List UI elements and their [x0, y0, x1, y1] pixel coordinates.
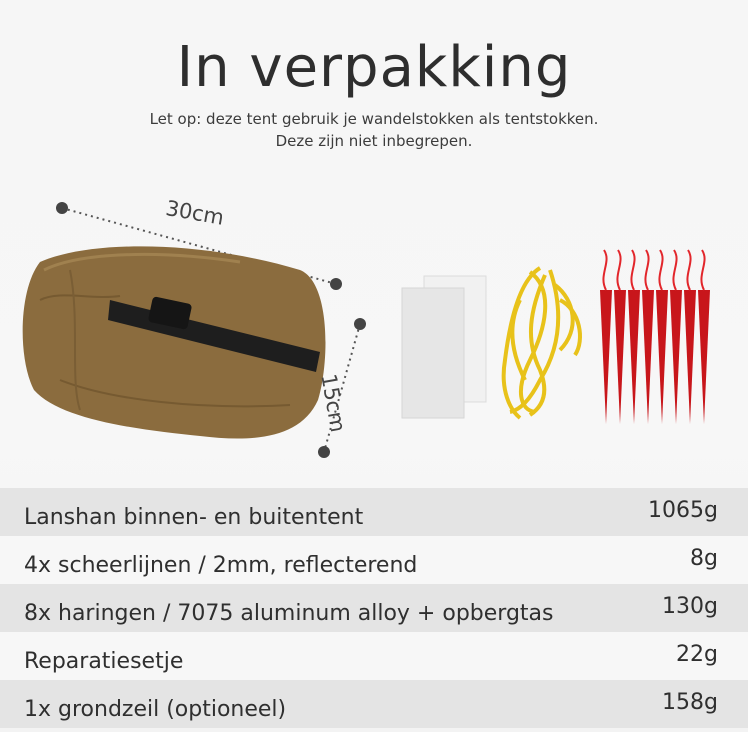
item-weight: 130g	[662, 594, 718, 619]
height-label: 15cm	[316, 372, 351, 435]
table-row	[0, 536, 748, 584]
page-subtitle	[0, 108, 748, 152]
table-row	[0, 632, 748, 680]
guyline-rope-icon	[504, 268, 580, 418]
subtitle-line-1: Let op: deze tent gebruik je wandelstokken als tentstokken.	[149, 110, 599, 128]
item-name: 8x haringen / 7075 aluminum alloy + opbergtas	[24, 601, 554, 626]
item-name: Reparatiesetje	[24, 649, 184, 674]
item-name: 4x scheerlijnen / 2mm, reflecterend	[24, 553, 418, 578]
item-weight: 1065g	[648, 498, 718, 523]
table-row	[0, 488, 748, 536]
table-row	[0, 584, 748, 632]
repair-patches-icon	[402, 276, 486, 418]
subtitle-line-2: Deze zijn niet inbegrepen.	[275, 132, 473, 150]
page-title: In verpakking	[176, 35, 572, 100]
item-weight: 22g	[676, 642, 718, 667]
item-name: 1x grondzeil (optioneel)	[24, 697, 287, 722]
contents-table	[0, 488, 748, 728]
tent-stakes-icon	[600, 250, 710, 424]
item-name: Lanshan binnen- en buitentent	[24, 505, 364, 530]
table-row	[0, 680, 748, 728]
stuff-sack-icon	[23, 246, 326, 438]
item-weight: 158g	[662, 690, 718, 715]
width-label: 30cm	[163, 196, 226, 230]
item-weight: 8g	[690, 546, 718, 571]
package-contents-illustration	[0, 180, 748, 480]
